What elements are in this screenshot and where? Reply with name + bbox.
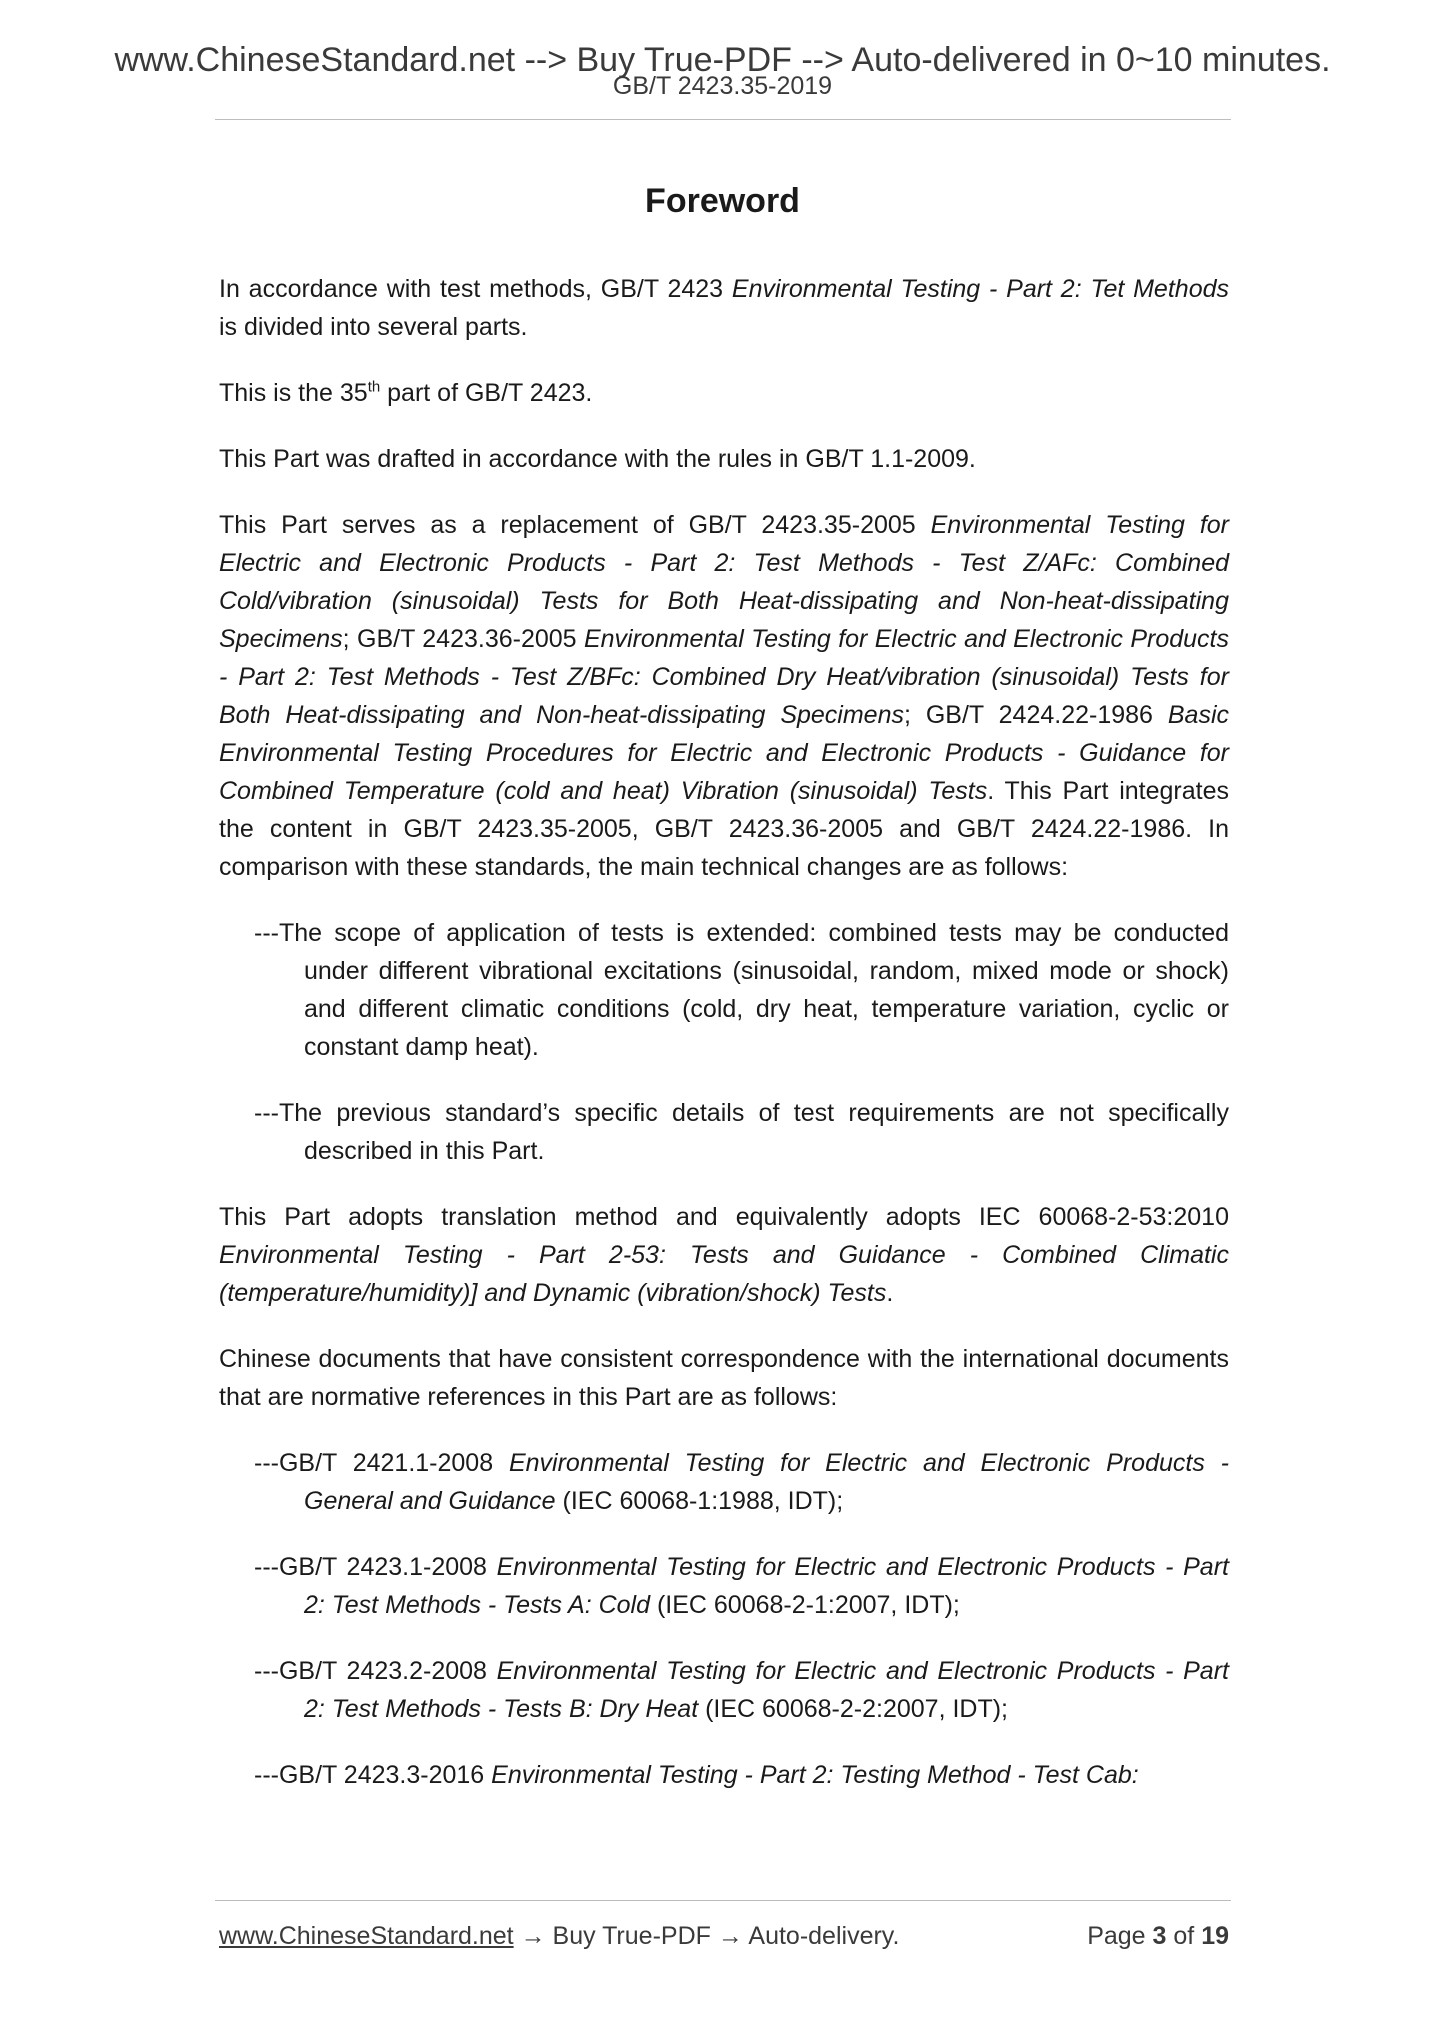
- page-footer: [219, 1916, 1229, 1956]
- paragraph-replacement: This Part serves as a replacement of GB/T 2423.35-2005 Environmental Testing for Electric and Electronic Products - Part 2: Test Methods - Test Z/AFc: Combined Cold/vibration (sinusoidal) Tests for Both Heat-dissipating and Non-heat-dissipating Specimens; GB/T 2423.36-2005 Environmental Testing for Electric and Electronic Products - Part 2: Test Methods - Test Z/BFc: Combined Dry Heat/vibration (sinusoidal) Tests for Both Heat-dissipating and Non-heat-dissipating Specimens; GB/T 2424.22-1986 Basic Environmental Testing Procedures for Electric and Electronic Products - Guidance for Combined Temperature (cold and heat) Vibration (sinusoidal) Tests. This Part integrates the content in GB/T 2423.35-2005, GB/T 2423.36-2005 and GB/T 2424.22-1986. In comparison with these standards, the main technical changes are as follows:: [219, 511, 1229, 881]
- footer-promo-text: → Buy True-PDF → Auto-delivery.: [513, 1922, 900, 1950]
- paragraph-drafting-rules: This Part was drafted in accordance with the rules in GB/T 1.1-2009.: [219, 445, 976, 473]
- reference-list-item: ---GB/T 2423.1-2008 Environmental Testing for Electric and Electronic Products - Part 2: Test Methods - Tests A: Cold (IEC 60068-2-1:2007, IDT);: [254, 1553, 1229, 1619]
- change-list-item: ---The previous standard’s specific details of test requirements are not specifically described in this Part.: [254, 1099, 1229, 1165]
- reference-list-item: ---GB/T 2423.2-2008 Environmental Testing for Electric and Electronic Products - Part 2: Test Methods - Tests B: Dry Heat (IEC 60068-2-2:2007, IDT);: [254, 1657, 1229, 1723]
- site-banner: www.ChineseStandard.net --> Buy True-PDF --> Auto-delivered in 0~10 minutes.: [114, 41, 1331, 79]
- document-number: GB/T 2423.35-2019: [612, 72, 833, 100]
- paragraph-parts: In accordance with test methods, GB/T 2423 Environmental Testing - Part 2: Tet Methods is divided into several parts.: [219, 275, 1229, 341]
- footer-promo: [219, 1916, 899, 1956]
- current-page-number: 3: [1152, 1922, 1167, 1950]
- page-indicator: Page 3 of 19: [1087, 1922, 1229, 1950]
- paragraph-references-intro: Chinese documents that have consistent correspondence with the international documents that are normative references in this Part are as follows:: [219, 1345, 1229, 1411]
- document-body: [219, 270, 1229, 1794]
- footer-divider: [215, 1900, 1231, 1901]
- reference-list-item: ---GB/T 2423.3-2016 Environmental Testing - Part 2: Testing Method - Test Cab:: [254, 1761, 1139, 1789]
- paragraph-part-number: This is the 35th part of GB/T 2423.: [219, 378, 593, 407]
- total-page-count: 19: [1201, 1922, 1229, 1950]
- header-divider: [215, 119, 1231, 120]
- website-link[interactable]: www.ChineseStandard.net: [219, 1922, 514, 1950]
- paragraph-adoption: This Part adopts translation method and equivalently adopts IEC 60068-2-53:2010 Environmental Testing - Part 2-53: Tests and Guidance - Combined Climatic (temperature/humidity)] and Dynamic (vibration/shock) Tests.: [219, 1203, 1229, 1307]
- reference-list-item: ---GB/T 2421.1-2008 Environmental Testing for Electric and Electronic Products - General and Guidance (IEC 60068-1:1988, IDT);: [254, 1449, 1229, 1515]
- page-title: Foreword: [645, 182, 800, 220]
- change-list-item: ---The scope of application of tests is extended: combined tests may be conducted under different vibrational excitations (sinusoidal, random, mixed mode or shock) and different climatic conditions (cold, dry heat, temperature variation, cyclic or constant damp heat).: [254, 919, 1229, 1061]
